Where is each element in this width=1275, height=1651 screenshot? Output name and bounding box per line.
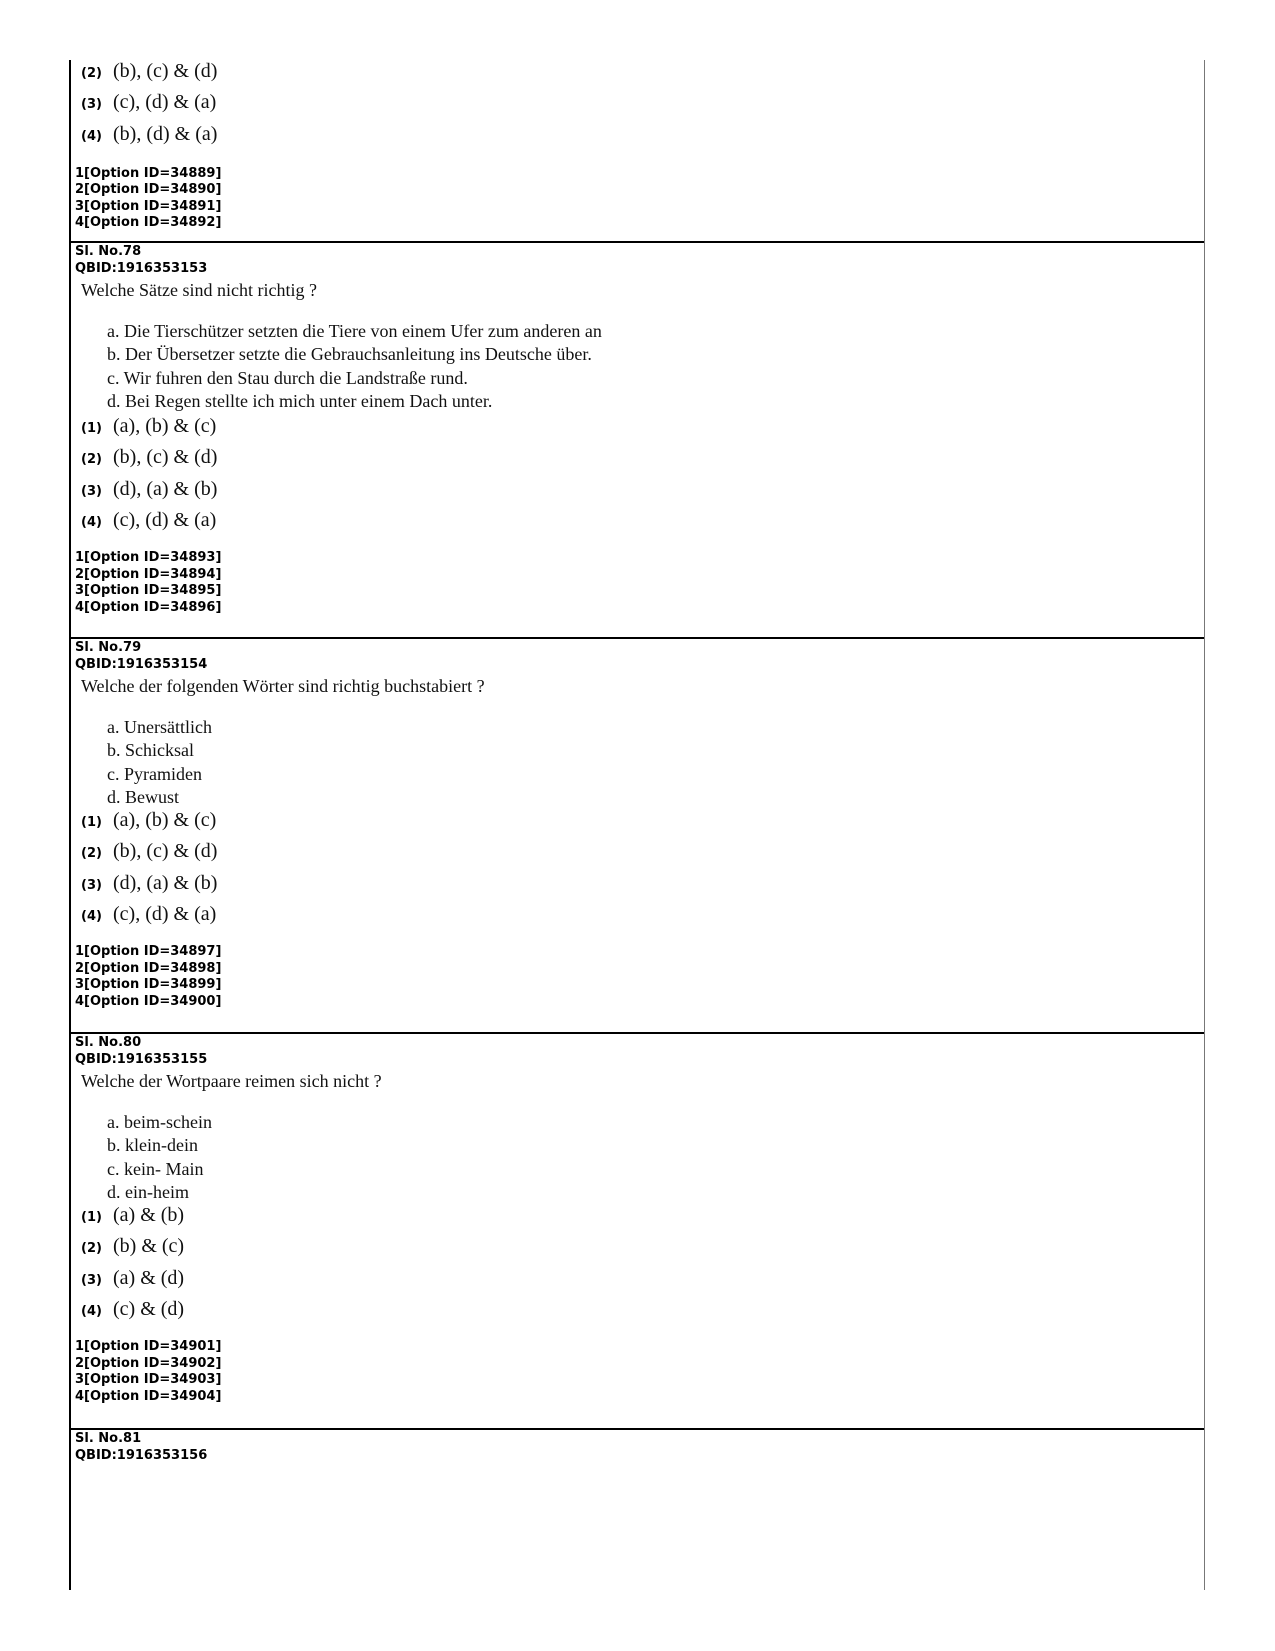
option-number: (3)	[81, 877, 102, 893]
divider	[71, 1032, 1204, 1034]
option-id: 3[Option ID=34891]	[75, 198, 222, 214]
option-id: 4[Option ID=34900]	[75, 993, 222, 1009]
option-id: 4[Option ID=34892]	[75, 215, 222, 231]
option-text: (b), (c) & (d)	[113, 840, 218, 863]
word-pair-list	[71, 1111, 1204, 1204]
word-item: b. Schicksal	[107, 740, 194, 761]
option-text: (c), (d) & (a)	[113, 509, 217, 532]
statement-item: a. Die Tierschützer setzten die Tiere von einem Ufer zum anderen an	[107, 321, 602, 341]
question-paper-frame	[69, 60, 1205, 1590]
option-id: 4[Option ID=34904]	[75, 1388, 222, 1404]
option-list	[71, 1204, 1204, 1329]
word-pair-item: a. beim-schein	[107, 1112, 212, 1132]
option-row	[71, 91, 1204, 122]
option-row	[71, 840, 1204, 871]
option-number: (2)	[81, 846, 102, 862]
option-text: (b), (d) & (a)	[113, 122, 218, 145]
option-text: (d), (a) & (b)	[113, 871, 218, 894]
word-item: a. Unersättlich	[107, 717, 212, 737]
question-78	[71, 244, 1204, 616]
option-number: (2)	[81, 1241, 102, 1257]
serial-number: Sl. No.81	[75, 1431, 142, 1446]
option-number: (1)	[81, 1210, 102, 1226]
option-id: 2[Option ID=34890]	[75, 182, 222, 198]
option-number: (4)	[81, 1304, 102, 1320]
option-id: 3[Option ID=34899]	[75, 977, 222, 993]
option-id: 1[Option ID=34897]	[75, 944, 222, 960]
option-id: 2[Option ID=34894]	[75, 566, 222, 582]
divider	[71, 637, 1204, 639]
option-id: 2[Option ID=34898]	[75, 960, 222, 976]
option-ids	[71, 1339, 1204, 1405]
option-id: 4[Option ID=34896]	[75, 599, 222, 615]
statement-item: b. Der Übersetzer setzte die Gebrauchsanleitung ins Deutsche über.	[107, 344, 592, 365]
option-number: (1)	[81, 815, 102, 831]
option-row	[71, 478, 1204, 509]
option-row	[71, 123, 1204, 154]
word-pair-item: d. ein-heim	[107, 1181, 189, 1202]
option-row	[71, 509, 1204, 540]
statement-list	[71, 320, 1204, 413]
option-row	[71, 872, 1204, 903]
question-77-tail	[71, 60, 1204, 232]
option-row	[71, 1298, 1204, 1329]
option-number: (4)	[81, 909, 102, 925]
word-pair-item: c. kein- Main	[107, 1158, 204, 1179]
option-row	[71, 415, 1204, 446]
question-text: Welche der Wortpaare reimen sich nicht ?	[81, 1071, 382, 1091]
serial-number: Sl. No.79	[75, 640, 142, 655]
statement-item: d. Bei Regen stellte ich mich unter einem Dach unter.	[107, 390, 493, 411]
qbid: QBID:1916353155	[75, 1051, 208, 1067]
option-ids	[71, 166, 1204, 232]
word-item: d. Bewust	[107, 786, 179, 807]
qbid: QBID:1916353153	[75, 260, 208, 276]
serial-number: Sl. No.80	[75, 1035, 142, 1050]
option-id: 2[Option ID=34902]	[75, 1355, 222, 1371]
option-row	[71, 809, 1204, 840]
word-list	[71, 716, 1204, 809]
divider	[71, 241, 1204, 243]
qbid: QBID:1916353156	[75, 1447, 208, 1463]
question-text: Welche Sätze sind nicht richtig ?	[81, 280, 317, 300]
option-text: (b), (c) & (d)	[113, 446, 218, 469]
option-id: 1[Option ID=34893]	[75, 550, 222, 566]
serial-number: Sl. No.78	[75, 244, 142, 259]
word-pair-item: b. klein-dein	[107, 1135, 198, 1156]
option-text: (a), (b) & (c)	[113, 415, 217, 438]
option-text: (c), (d) & (a)	[113, 903, 217, 926]
option-row	[71, 446, 1204, 477]
option-id: 3[Option ID=34895]	[75, 583, 222, 599]
option-text: (a) & (d)	[113, 1266, 185, 1289]
word-item: c. Pyramiden	[107, 763, 202, 784]
option-text: (a), (b) & (c)	[113, 809, 217, 832]
option-number: (4)	[81, 128, 102, 144]
option-id: 1[Option ID=34889]	[75, 165, 222, 181]
option-row	[71, 903, 1204, 934]
question-81	[71, 1431, 1204, 1464]
option-number: (4)	[81, 515, 102, 531]
option-ids	[71, 944, 1204, 1010]
question-79	[71, 640, 1204, 1010]
question-text: Welche der folgenden Wörter sind richtig buchstabiert ?	[81, 676, 485, 696]
option-text: (d), (a) & (b)	[113, 477, 218, 500]
option-text: (b) & (c)	[113, 1235, 185, 1258]
option-id: 1[Option ID=34901]	[75, 1339, 222, 1355]
option-number: (2)	[81, 452, 102, 468]
option-number: (2)	[81, 66, 102, 81]
option-text: (a) & (b)	[113, 1204, 185, 1227]
option-text: (c), (d) & (a)	[113, 91, 217, 114]
option-row	[71, 1204, 1204, 1235]
option-list	[71, 809, 1204, 934]
option-ids	[71, 550, 1204, 616]
option-number: (3)	[81, 97, 102, 113]
option-number: (3)	[81, 483, 102, 499]
qbid: QBID:1916353154	[75, 656, 208, 672]
option-number: (3)	[81, 1272, 102, 1288]
option-list	[71, 415, 1204, 540]
option-row	[71, 1235, 1204, 1266]
statement-item: c. Wir fuhren den Stau durch die Landstraße rund.	[107, 367, 468, 388]
divider	[71, 1428, 1204, 1430]
question-80	[71, 1035, 1204, 1405]
option-text: (c) & (d)	[113, 1298, 185, 1321]
option-row	[71, 60, 1204, 91]
option-row	[71, 1267, 1204, 1298]
option-id: 3[Option ID=34903]	[75, 1372, 222, 1388]
option-text: (b), (c) & (d)	[113, 60, 218, 82]
option-number: (1)	[81, 421, 102, 437]
